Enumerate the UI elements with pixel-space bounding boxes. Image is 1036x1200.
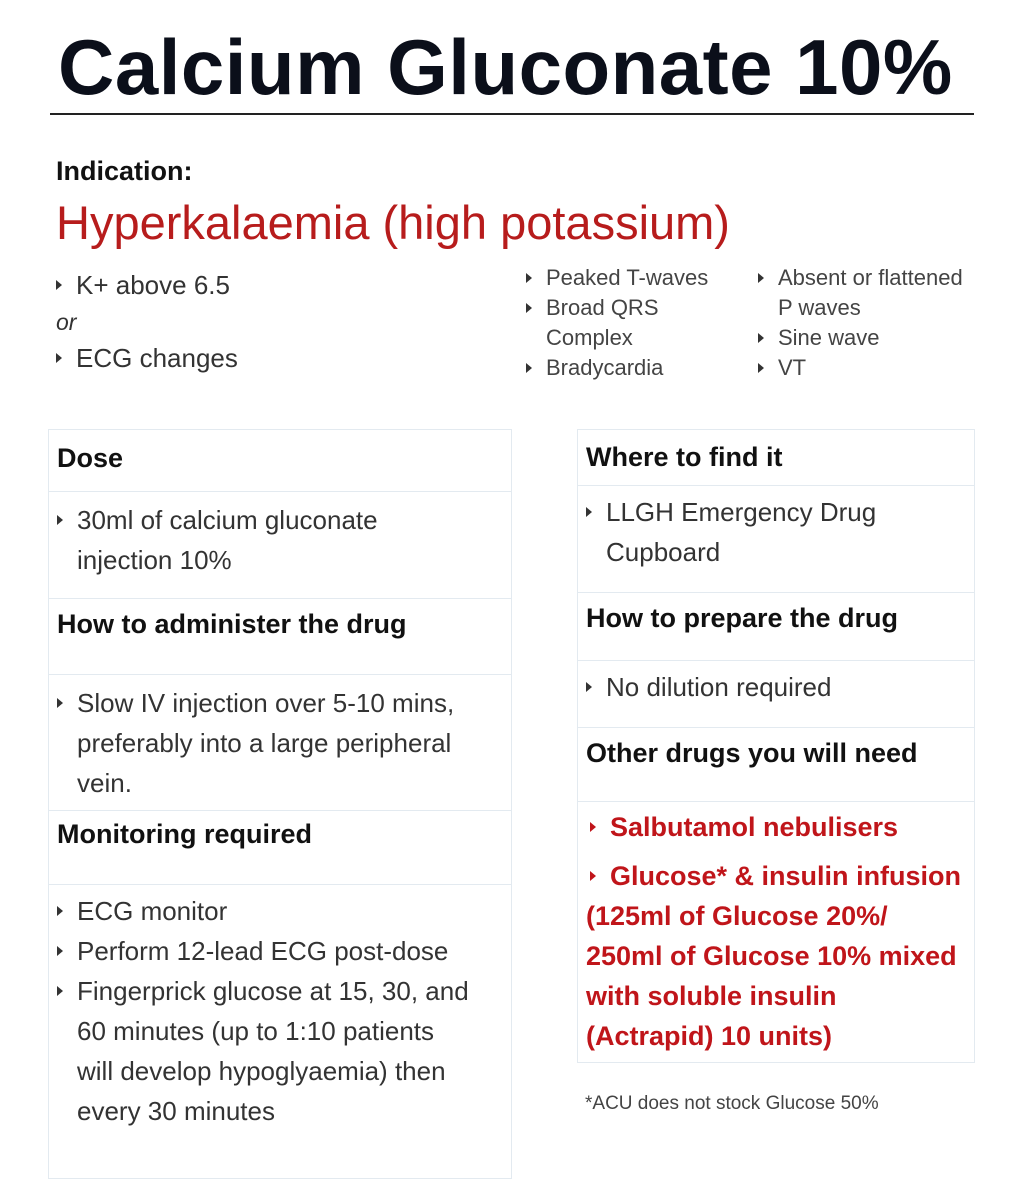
other-drug-salbutamol: Salbutamol nebulisers <box>586 807 966 847</box>
where-body-cell <box>578 486 974 593</box>
monitoring-body-cell <box>49 885 511 1178</box>
dose-item: 30ml of calcium gluconate injection 10% <box>57 500 503 580</box>
ecg-changes-list-2 <box>758 263 983 383</box>
prepare-heading-cell <box>578 593 974 661</box>
where-heading: Where to find it <box>586 442 783 472</box>
other-body-cell <box>578 802 974 1062</box>
ecg-change-item: VT <box>758 353 983 383</box>
bullet-arrow-icon <box>56 280 62 290</box>
monitoring-item: Fingerprick glucose at 15, 30, and 60 minutes (up to 1:10 patients will develop hypoglyaemia) then every 30 minutes <box>57 971 503 1131</box>
monitoring-item: ECG monitor <box>57 891 503 931</box>
other-heading: Other drugs you will need <box>586 738 918 768</box>
footnote: *ACU does not stock Glucose 50% <box>585 1093 879 1114</box>
indication-label: Indication: <box>56 156 193 186</box>
bullet-arrow-icon <box>758 273 764 283</box>
bullet-arrow-icon <box>526 303 532 313</box>
other-drug-glucose-insulin: Glucose* & insulin infusion (125ml of Glucose 20%/ 250ml of Glucose 10% mixed with soluble insulin (Actrapid) 10 units) <box>586 861 962 1051</box>
bullet-arrow-icon <box>57 698 63 708</box>
ecg-change-item: Bradycardia <box>526 353 741 383</box>
dose-body-cell <box>49 492 511 599</box>
indication-condition: Hyperkalaemia (high potassium) <box>56 196 730 249</box>
bullet-arrow-icon <box>57 986 63 996</box>
administer-item: Slow IV injection over 5-10 mins, preferably into a large peripheral vein. <box>57 683 503 803</box>
ecg-changes-list-1 <box>526 263 741 383</box>
administer-heading-cell <box>49 599 511 675</box>
bullet-arrow-icon <box>526 363 532 373</box>
bullet-arrow-icon <box>526 273 532 283</box>
ecg-change-item: Sine wave <box>758 323 983 353</box>
page-title: Calcium Gluconate 10% <box>58 23 953 111</box>
dose-heading: Dose <box>57 443 124 473</box>
prepare-item: No dilution required <box>586 667 966 707</box>
ecg-change-item: Absent or flattened P waves <box>758 263 983 323</box>
bullet-arrow-icon <box>586 682 592 692</box>
monitoring-item: Perform 12-lead ECG post-dose <box>57 931 503 971</box>
administer-body-cell <box>49 675 511 811</box>
ecg-change-item: Broad QRS Complex <box>526 293 741 353</box>
bullet-arrow-icon <box>758 363 764 373</box>
bullet-arrow-icon <box>57 515 63 525</box>
monitoring-heading-cell <box>49 811 511 885</box>
dose-heading-cell <box>49 430 511 492</box>
bullet-arrow-icon <box>590 822 596 832</box>
criterion-ecg: ECG changes <box>56 343 238 374</box>
bullet-arrow-icon <box>56 353 62 363</box>
bullet-arrow-icon <box>57 906 63 916</box>
prepare-body-cell <box>578 661 974 728</box>
where-item: LLGH Emergency Drug Cupboard <box>586 492 966 572</box>
monitoring-heading: Monitoring required <box>57 819 312 849</box>
bullet-arrow-icon <box>586 507 592 517</box>
bullet-arrow-icon <box>57 946 63 956</box>
right-panel <box>577 429 975 1063</box>
ecg-change-item: Peaked T-waves <box>526 263 741 293</box>
bullet-arrow-icon <box>590 871 596 881</box>
title-divider <box>50 113 974 115</box>
where-heading-cell <box>578 430 974 486</box>
prepare-heading: How to prepare the drug <box>586 603 899 633</box>
left-panel <box>48 429 512 1179</box>
bullet-arrow-icon <box>758 333 764 343</box>
other-heading-cell <box>578 728 974 802</box>
criterion-potassium: K+ above 6.5 <box>56 270 230 301</box>
administer-heading: How to administer the drug <box>57 609 407 639</box>
criterion-or: or <box>56 309 77 335</box>
